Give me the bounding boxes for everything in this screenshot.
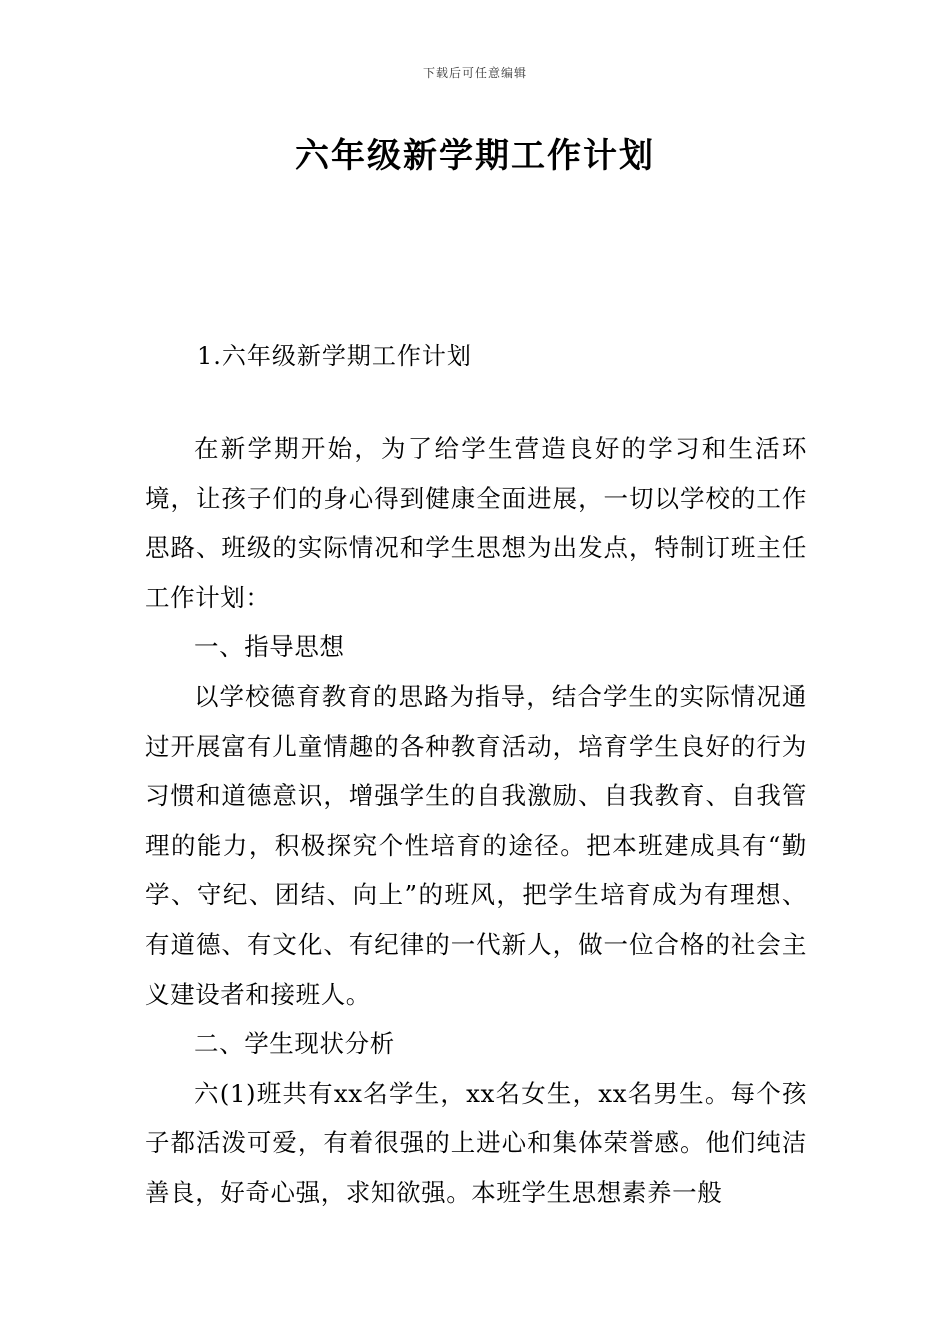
body-text [145,424,807,1218]
header-note: 下载后可任意编辑 [422,66,527,80]
document-title: 六年级新学期工作计划 [295,136,655,176]
subheading-guiding-ideology: 一、指导思想 [194,632,345,662]
subheading-student-analysis: 二、学生现状分析 [194,1029,395,1059]
section-heading: 1.六年级新学期工作计划 [197,342,472,370]
paragraph-intro: 在新学期开始，为了给学生营造良好的学习和生活环境，让孩子们的身心得到健康全面进展，一切以学校的工作思路、班级的实际情况和学生思想为出发点，特制订班主任工作计划： [145,434,807,612]
paragraph-guiding-ideology: 以学校德育教育的思路为指导，结合学生的实际情况通过开展富有儿童情趣的各种教育活动，培育学生良好的行为习惯和道德意识，增强学生的自我激励、自我教育、自我管理的能力，积极探究个性培育的途径。把本班建成具有“勤学、守纪、团结、向上”的班风，把学生培育成为有理想、有道德、有文化、有纪律的一代新人，做一位合格的社会主义建设者和接班人。 [145,681,807,1009]
paragraph-student-analysis: 六(1)班共有xx名学生，xx名女生，xx名男生。每个孩子都活泼可爱，有着很强的上进心和集体荣誉感。他们纯洁善良，好奇心强，求知欲强。本班学生思想素养一般 [145,1078,807,1207]
